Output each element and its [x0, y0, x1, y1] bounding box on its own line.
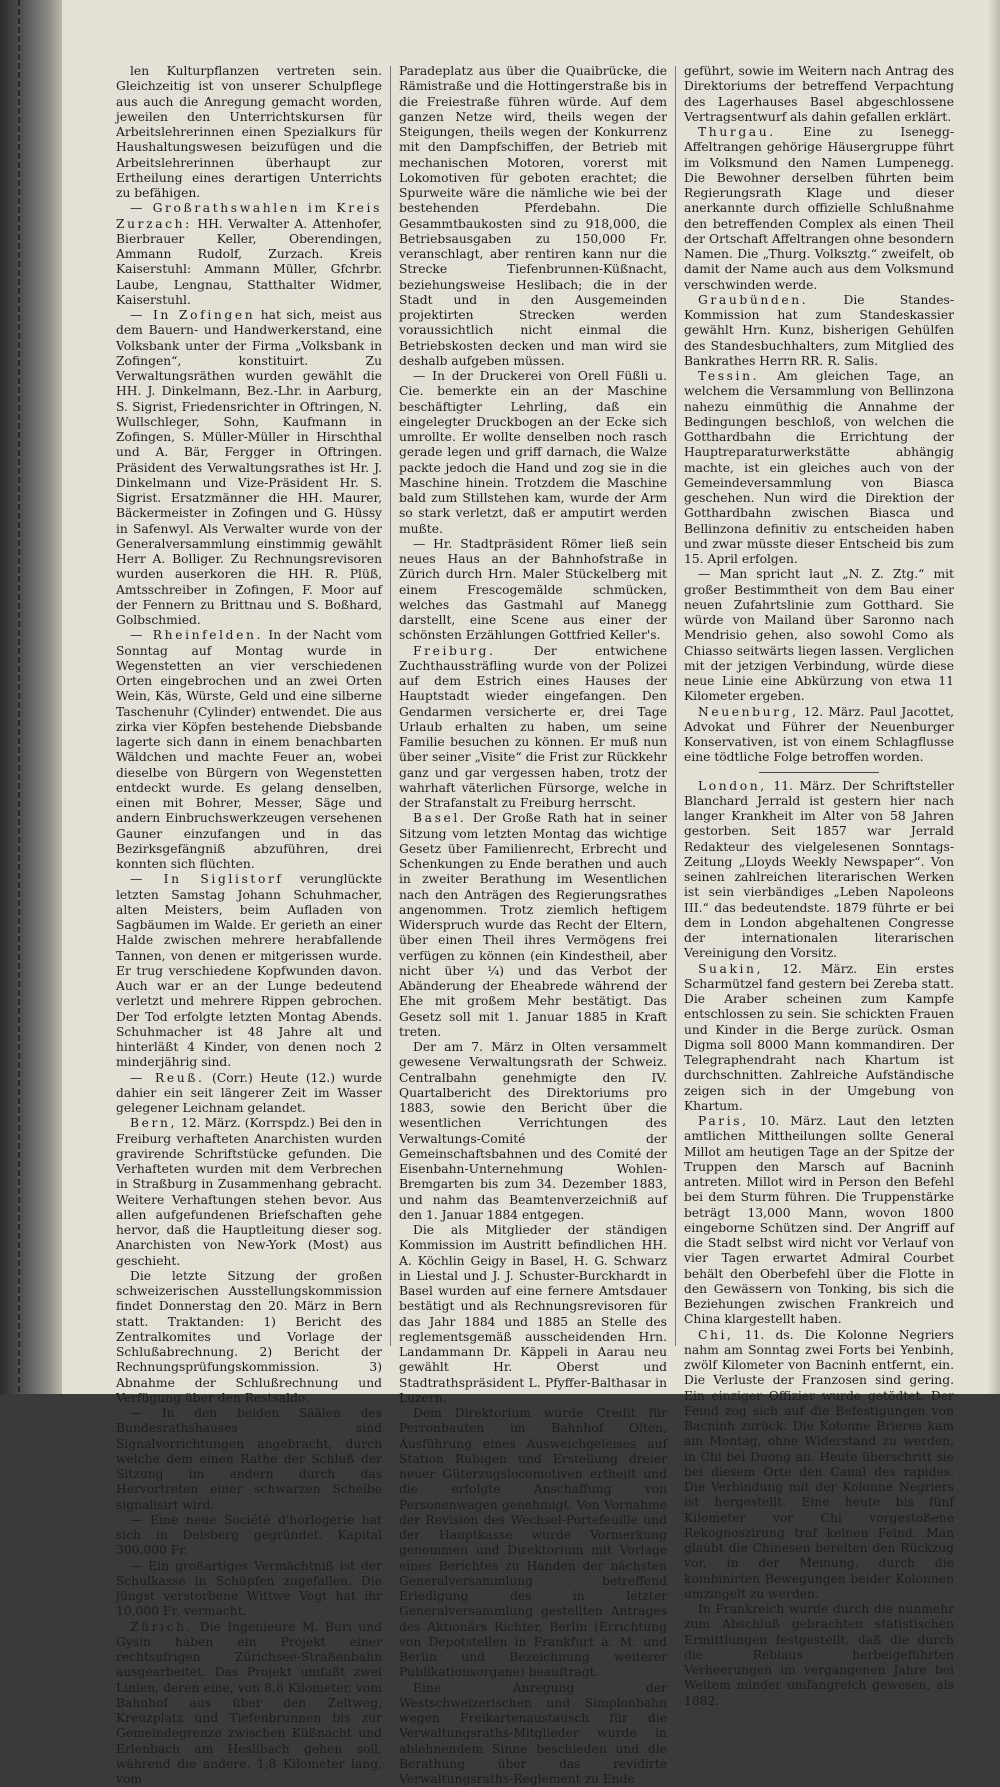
dateline: — Rheinfelden.	[130, 628, 263, 642]
article-paragraph	[116, 1116, 382, 1269]
paragraph-text: — Ein großartiges Vermächtniß ist der Schulkasse in Schüpfen zugefallen. Die jüngst verstorbene Wittwe Vogt hat ihr 10,000 Fr. vermacht.	[116, 1559, 382, 1619]
article-paragraph	[116, 628, 382, 872]
article-paragraph	[684, 705, 954, 766]
article-paragraph	[399, 1406, 667, 1681]
book-binding	[0, 0, 62, 1394]
article-paragraph	[684, 1328, 954, 1603]
article-paragraph	[684, 962, 954, 1115]
column-2	[399, 64, 667, 1354]
paragraph-text: HH. Verwalter A. Attenhofer, Bierbrauer Keller, Oberendingen, Ammann Rudolf, Zurzach. Kreis Kaiserstuhl: Ammann Müller, Gfchrbr. Laube, Lengnau, Statthalter Widmer, Kaiserstuhl.	[116, 217, 382, 307]
paragraph-text: Die letzte Sitzung der großen schweizerischen Ausstellungskommission findet Donnerstag den 20. März in Bern statt. Traktanden: 1) Bericht des Zentralkomites und Vorlage der Schlußabrechnung. 2) Bericht der Rechnungsprüfungskommission. 3) Abnahme der Schlußrechnung und Verfügung über den Restsaldo.	[116, 1269, 382, 1405]
dateline: Zürich.	[130, 1620, 193, 1634]
dateline: Freiburg.	[413, 644, 495, 658]
column-rule	[675, 66, 676, 1346]
article-paragraph	[684, 1602, 954, 1709]
paragraph-text: 11. März. Der Schriftsteller Blanchard Jerrald ist gestern hier nach langer Krankheit im Alter von 58 Jahren gestorben. Seit 1857 war Jerrald Redakteur des vielgelesenen Sonntags-Zeitung „Lloyds Weekly Newspaper“. Von seinen zahlreichen literarischen Werken ist sein vierbändiges „Leben Napoleons III.“ das bedeutendste. 1879 führte er bei dem in London abgehaltenen Congresse der internationalen literarischen Vereinigung den Vorsitz.	[684, 779, 954, 961]
paragraph-text: 12. März. Ein erstes Scharmützel fand gestern bei Zereba statt. Die Araber scheinen zum Kampfe entschlossen zu sein. Sie schickten Frauen und Kinder in die Berge zurück. Osman Digma soll 8000 Mann kommandiren. Der Telegraphendraht nach Khartum ist durchschnitten. Zahlreiche Aufständische zeigen sich in der Umgebung von Khartum.	[684, 962, 954, 1113]
paragraph-text: Der am 7. März in Olten versammelt gewesene Verwaltungsrath der Schweiz. Centralbahn genehmigte den IV. Quartalbericht des Direktoriums pro 1883, sowie den Bericht über die wesentlichen Verrichtungen des Verwaltungs-Comité der Gemeinschaftsbahnen und des Comité der Eisenbahn-Unternehmung Wohlen-Bremgarten bis zum 34. Dezember 1883, und nahm das Beamtenverzeichniß auf den 1. Januar 1884 entgegen.	[399, 1040, 667, 1222]
dateline: Neuenburg,	[698, 705, 799, 719]
column-rule	[390, 66, 391, 1346]
dateline: Bern,	[130, 1116, 177, 1130]
article-paragraph	[684, 567, 954, 704]
article-paragraph	[399, 537, 667, 644]
column-1	[116, 64, 382, 1354]
paragraph-text: — In der Druckerei von Orell Füßli u. Cie. bemerkte ein an der Maschine beschäftigter Lehrling, daß ein eingelegter Druckbogen an der Ecke sich umrollte. Er wollte denselben noch rasch gerade legen und griff darnach, die Walze packte jedoch die Hand und zog sie in die Maschine hinein. Trotzdem die Maschine bald zum Stillstehen kam, wurde der Arm so stark verletzt, daß er amputirt werden mußte.	[399, 369, 667, 536]
article-paragraph	[399, 369, 667, 537]
dateline: — Großrathswahlen im Kreis Zurzach:	[116, 201, 382, 230]
paragraph-text: Der Große Rath hat in seiner Sitzung vom letzten Montag das wichtige Gesetz über Familienrecht, Erbrecht und Schenkungen zu Ende berathen und auch in zweiter Berathung im Wesentlichen nach den Anträgen des Regierungsrathes angenommen. Trotz ziemlich heftigem Widerspruch wurde das Recht der Eltern, über einen Theil ihres Vermögens frei verfügen zu können (ein Kindestheil, aber nicht über ¼) und das Verbot der Abänderung der Eheabrede während der Ehe mit großem Mehr bestätigt. Das Gesetz soll mit 1. Januar 1885 in Kraft treten.	[399, 811, 667, 1039]
article-paragraph	[399, 1681, 667, 1787]
dateline: Graubünden.	[698, 293, 808, 307]
paragraph-text: len Kulturpflanzen vertreten sein. Gleichzeitig ist von unserer Schulpflege aus auch die Anregung gemacht worden, jeweilen den Unterrichtskursen für Arbeitslehrerinnen einen Spezialkurs für Haushaltungswesen beizufügen und die Arbeitslehrerinnen überhaupt zur Ertheilung eines derartigen Unterrichts zu befähigen.	[116, 64, 382, 200]
column-3	[684, 64, 954, 1354]
dateline: — Reuß.	[130, 1071, 205, 1085]
dateline: — In Siglistorf	[130, 872, 284, 886]
paragraph-text: In der Nacht vom Sonntag auf Montag wurde in Wegenstetten an vier verschiedenen Orten eingebrochen und an zwei Orten Wein, Käs, Würste, Geld und eine silberne Taschenuhr (Cylinder) entwendet. Die aus zirka vier Köpfen bestehende Diebsbande lagerte sich dann in einem benachbarten Wäldchen und machte Feuer an, wobei dieselbe von Bürgern von Wegenstetten entdeckt wurde. Es gelang denselben, einen mit Bohrer, Messer, Säge und andern Einbruchswerkzeugen versehenen Gauner einzufangen und in das Bezirksgefängniß abzuführen, drei konnten sich flüchten.	[116, 628, 382, 871]
paragraph-text: Dem Direktorium wurde Credit für Perronbauten im Bahnhof Olten, Ausführung eines Ausweichgeleises auf Station Rubigen und Erstellung dreier neuer Güterzugslocomotiven ertheilt und die erfolgte Anschaffung von Personenwagen genehmigt. Von Vornahme der Revision des Wechsel-Portefeuille und der Hauptkasse wurde Vormerkung genommen und Direktorium mit Vorlage eines Berichtes zu Handen der nächsten Generalversammlung betreffend Erledigung des in letzter Generalversammlung gestellten Antrages des Aktionärs Richter, Berlin (Errichtung von Depotstellen in Frankfurt a. M. und Berlin und Bezeichnung weiterer Publikationsorgane) beauftragt.	[399, 1406, 667, 1679]
article-paragraph	[116, 201, 382, 308]
article-paragraph	[399, 64, 667, 369]
paragraph-text: — Eine neue Société d'horlogerie hat sich in Delsberg gegründet. Kapital 300,000 Fr.	[116, 1513, 382, 1558]
paragraph-text: In Frankreich wurde durch die nunmehr zum Abschluß gebrachten statistischen Ermittlungen festgestellt, daß die durch die Reblaus herbeigeführten Verheerungen im vergangenen Jahre bei Weitem minder umfangreich gewesen, als 1882.	[684, 1602, 954, 1708]
paragraph-text: Die Ingenieure M. Buri und Gysin haben ein Projekt einer rechtsufrigen Zürichsee-Straßenbahn ausgearbeitet. Das Projekt umfaßt zwei Linien, deren eine, von 8,8 Kilometer, vom Bahnhof aus über den Zeltweg, Kreuzplatz und Tiefenbrunnen bis zur Gemeindegrenze zwischen Küßnacht und Erlenbach am Heslibach gehen soll, während die andere, 1,8 Kilometer lang, vom	[116, 1620, 382, 1787]
article-paragraph	[399, 811, 667, 1040]
article-paragraph	[116, 308, 382, 628]
article-paragraph	[116, 1620, 382, 1787]
article-paragraph	[116, 1513, 382, 1559]
paragraph-text: hat sich, meist aus dem Bauern- und Handwerkerstand, eine Volksbank unter der Firma „Volksbank in Zofingen“, konstituirt. Zu Verwaltungsräthen wurden gewählt die HH. J. Dinkelmann, Bez.-Lhr. in Aarburg, S. Sigrist, Friedensrichter in Oftringen, N. Wullschleger, Sohn, Kaufmann in Zofingen, S. Müller-Müller in Hirschthal und A. Bär, Fergger in Oftringen. Präsident des Verwaltungsrathes ist Hr. J. Dinkelmann und Vize-Präsident Hr. S. Sigrist. Ersatzmänner die HH. Maurer, Bäckermeister in Zofingen und G. Hüssy in Safenwyl. Als Verwalter wurde von der Generalversammlung einstimmig gewählt Herr A. Bolliger. Zu Rechnungsrevisoren wurden auserkoren die HH. R. Plüß, Amtsschreiber in Zofingen, F. Moor auf der Fennern zu Brittnau und S. Boßhard, Golbschmied.	[116, 308, 382, 627]
paragraph-text: verunglückte letzten Samstag Johann Schuhmacher, alten Meisters, beim Aufladen von Sagbäumen im Walde. Er gerieth an einer Halde zwischen mehrere herabfallende Tannen, von denen er mitgerissen wurde. Er trug verschiedene Kopfwunden davon. Auch war er an der Lunge bedeutend verletzt und mehrere Rippen gebrochen. Der Tod erfolgte letzten Montag Abends. Schuhmacher ist 48 Jahre alt und hinterläßt 4 Kinder, von denen noch 2 minderjährig sind.	[116, 872, 382, 1069]
article-paragraph	[116, 1269, 382, 1406]
paragraph-text: Der entwichene Zuchthaussträfling wurde von der Polizei auf dem Estrich eines Hauses der Hauptstadt wieder eingefangen. Den Gendarmen versicherte er, drei Tage Urlaub erhalten zu haben, um seine Familie besuchen zu können. Er muß nun über seiner „Visite“ die Frist zur Rückkehr ganz und gar vergessen haben, trotz der wahrhaft väterlichen Fürsorge, welche in der Strafanstalt zu Freiburg herrscht.	[399, 644, 667, 811]
article-paragraph	[116, 872, 382, 1070]
article-paragraph	[116, 1559, 382, 1620]
paragraph-text: Eine zu Isenegg-Affeltrangen gehörige Häusergruppe führt im Volksmund den Namen Lumpenegg. Die Bewohner derselben führten beim Regierungsrath Klage und dieser anerkannte durch offizielle Schlußnahme den betreffenden Complex als einen Theil der Ortschaft Affeltrangen ohne besondern Namen. Die „Thurg. Volksztg.“ zweifelt, ob damit der Name auch aus dem Volksmund verschwinden werde.	[684, 125, 954, 292]
dateline: Thurgau.	[698, 125, 776, 139]
article-paragraph	[116, 64, 382, 201]
article-paragraph	[684, 369, 954, 567]
paragraph-text: Die als Mitglieder der ständigen Kommission im Austritt befindlichen HH. A. Köchlin Geigy in Basel, H. G. Schwarz in Liestal und J. J. Schuster-Burckhardt in Basel wurden auf eine fernere Amtsdauer bestätigt und als Rechnungsrevisoren für das Jahr 1884 und 1885 an Stelle des reglementsgemäß ausscheidenden Hrn. Landammann Dr. Käppeli in Aarau neu gewählt Hr. Oberst und Stadtrathspräsident L. Pfyffer-Balthasar in Luzern.	[399, 1223, 667, 1405]
paragraph-text: — Hr. Stadtpräsident Römer ließ sein neues Haus an der Bahnhofstraße in Zürich durch Hrn. Maler Stückelberg mit einem Frescogemälde schmücken, welches das Gastmahl auf Manegg darstellt, eine Scene aus einer der schönsten Erzählungen Gottfried Keller's.	[399, 537, 667, 643]
dateline: London,	[698, 779, 767, 793]
paragraph-text: (Corr.) Heute (12.) wurde dahier ein seit längerer Zeit im Wasser gelegener Leichnam gelandet.	[116, 1071, 382, 1116]
paragraph-text: — Man spricht laut „N. Z. Ztg.“ mit großer Bestimmtheit von dem Bau einer neuen Zufahrtslinie zum Gotthard. Sie würde von Mailand über Saronno nach Mendrisio gehen, also sowohl Como als Chiasso seitwärts liegen lassen. Verglichen mit der jetzigen Verbindung, würde diese neue Linie eine Abkürzung von etwa 11 Kilometer ergeben.	[684, 567, 954, 703]
dateline: Paris,	[698, 1114, 749, 1128]
article-paragraph	[116, 1071, 382, 1117]
paragraph-text: Die Standes-Kommission hat zum Standeskassier gewählt Hrn. Kunz, bisherigen Gehülfen des Standesbuchhalters, zum Mitglied des Bankrathes Herrn RR. R. Salis.	[684, 293, 954, 368]
article-paragraph	[399, 1040, 667, 1223]
paragraph-text: Am gleichen Tage, an welchem die Versammlung von Bellinzona nahezu einmüthig die Annahme der Bedingungen beschloß, von welchen die Gotthardbahn die Errichtung der Hauptreparaturwerkstätte abhängig machte, ist ein gleiches auch von der Gemeindeversammlung von Biasca geschehen. Nun wird die Direktion der Gotthardbahn zwischen Biasca und Bellinzona definitiv zu entscheiden haben und zwar müsste dieser Entscheid bis zum 15. April erfolgen.	[684, 369, 954, 566]
article-paragraph	[116, 1406, 382, 1513]
newspaper-page	[62, 0, 1000, 1394]
article-paragraph	[399, 644, 667, 812]
dateline: Tessin.	[698, 369, 759, 383]
article-paragraph	[684, 293, 954, 369]
paragraph-text: Eine Anregung der Westschweizerischen und Simplonbahn wegen Freikartenaustausch für die Verwaltungsraths-Mitglieder wurde in ablehnendem Sinne beschieden und die Berathung über das revidirte Verwaltungsraths-Reglement zu Ende	[399, 1681, 667, 1787]
paragraph-text: — In den beiden Säälen des Bundesrathshauses sind Signalvorrichtungen angebracht, durch welche dem einen Rathe der Schluß der Sitzung im andern durch das Hervortreten einer schwarzen Scheibe signalisirt wird.	[116, 1406, 382, 1512]
paragraph-text: geführt, sowie im Weitern nach Antrag des Direktoriums der betreffend Verpachtung des Lagerhauses Basel abgeschlossene Vertragsentwurf als dahin gefallen erklärt.	[684, 64, 954, 124]
paragraph-text: Paradeplatz aus über die Quaibrücke, die Rämistraße und die Hottingerstraße bis in die Freiestraße führen würde. Auf dem ganzen Netze wird, theils wegen der Steigungen, theils wegen der Konkurrenz mit den Dampfschiffen, der Betrieb mit mechanischen Motoren, vorerst mit Lokomotiven für geboten erachtet; die Spurweite wäre die nämliche wie bei der bestehenden Pferdebahn. Die Gesammtbaukosten sind zu 918,000, die Betriebsausgaben zu 150,000 Fr. veranschlagt, aber rentiren kann nur die Strecke Tiefenbrunnen-Küßnacht, beziehungsweise Heslibach; die in der Stadt und in den Ausgemeinden projektirten Strecken werden voraussichtlich nicht einmal die Betriebskosten decken und man wird sie deshalb aufgeben müssen.	[399, 64, 667, 368]
paragraph-text: 10. März. Laut den letzten amtlichen Mittheilungen sollte General Millot am heutigen Tage an der Spitze der Truppen den Marsch auf Bacninh antreten. Millot wird in Person den Befehl bei dem Sturm führen. Die Truppenstärke beträgt 13,000 Mann, wovon 1800 eingeborne Schützen sind. Der Angriff auf die Stadt selbst wird nicht vor Verlauf von vier Tagen erwartet Admiral Courbet behält den Oberbefehl über die Flotte in den Gewässern von Tonking, bis sich die Beziehungen zwischen Frankreich und China klargestellt haben.	[684, 1114, 954, 1326]
article-paragraph	[684, 779, 954, 962]
dateline: Suakin,	[698, 962, 763, 976]
article-paragraph	[684, 1114, 954, 1328]
paragraph-text: 12. März. (Korrspdz.) Bei den in Freiburg verhafteten Anarchisten wurden gravirende Schriftstücke gefunden. Die Verhafteten wurden mit dem Verbrechen in Straßburg in Zusammenhang gebracht. Weitere Verhaftungen stehen bevor. Aus allen aufgefundenen Briefschaften gehe hervor, daß die Hauptleitung dieser sog. Anarchisten von New-York (Most) aus geschieht.	[116, 1116, 382, 1267]
dateline: — In Zofingen	[130, 308, 255, 322]
paragraph-text: 12. März. Paul Jacottet, Advokat und Führer der Neuenburger Konservativen, ist von einem Schlagflusse eine tödtliche Folge betroffen worden.	[684, 705, 954, 765]
paragraph-text: 11. ds. Die Kolonne Negriers nahm am Sonntag zwei Forts bei Yenbinh, zwölf Kilometer von Bacninh entfernt, ein. Die Verluste der Franzosen sind gering. Ein einziger Offizier wurde getödtet. Der Feind zog sich auf die Befestigungen von Bacninh zurück. Die Kolonne Brieres kam am Montag, ohne Widerstand zu werden, in Chi bei Duong an. Heute überschritt sie bei diesem Orte den Canal des rapides. Die Verbindung mit der Kolonne Negriers ist hergestellt. Eine heute bis fünf Kilometer vor Chi vorgestoßene Rekognoszirung traf keinen Feind. Man glaubt die Chinesen bereiten den Rückzug vor, in der Meinung, durch die kombinirten Bewegungen beider Kolonnen umzingelt zu werden.	[684, 1328, 954, 1601]
dateline: Chi,	[698, 1328, 734, 1342]
dateline: Basel.	[413, 811, 466, 825]
article-paragraph	[684, 64, 954, 125]
article-separator	[759, 772, 879, 773]
article-paragraph	[684, 125, 954, 293]
article-paragraph	[399, 1223, 667, 1406]
